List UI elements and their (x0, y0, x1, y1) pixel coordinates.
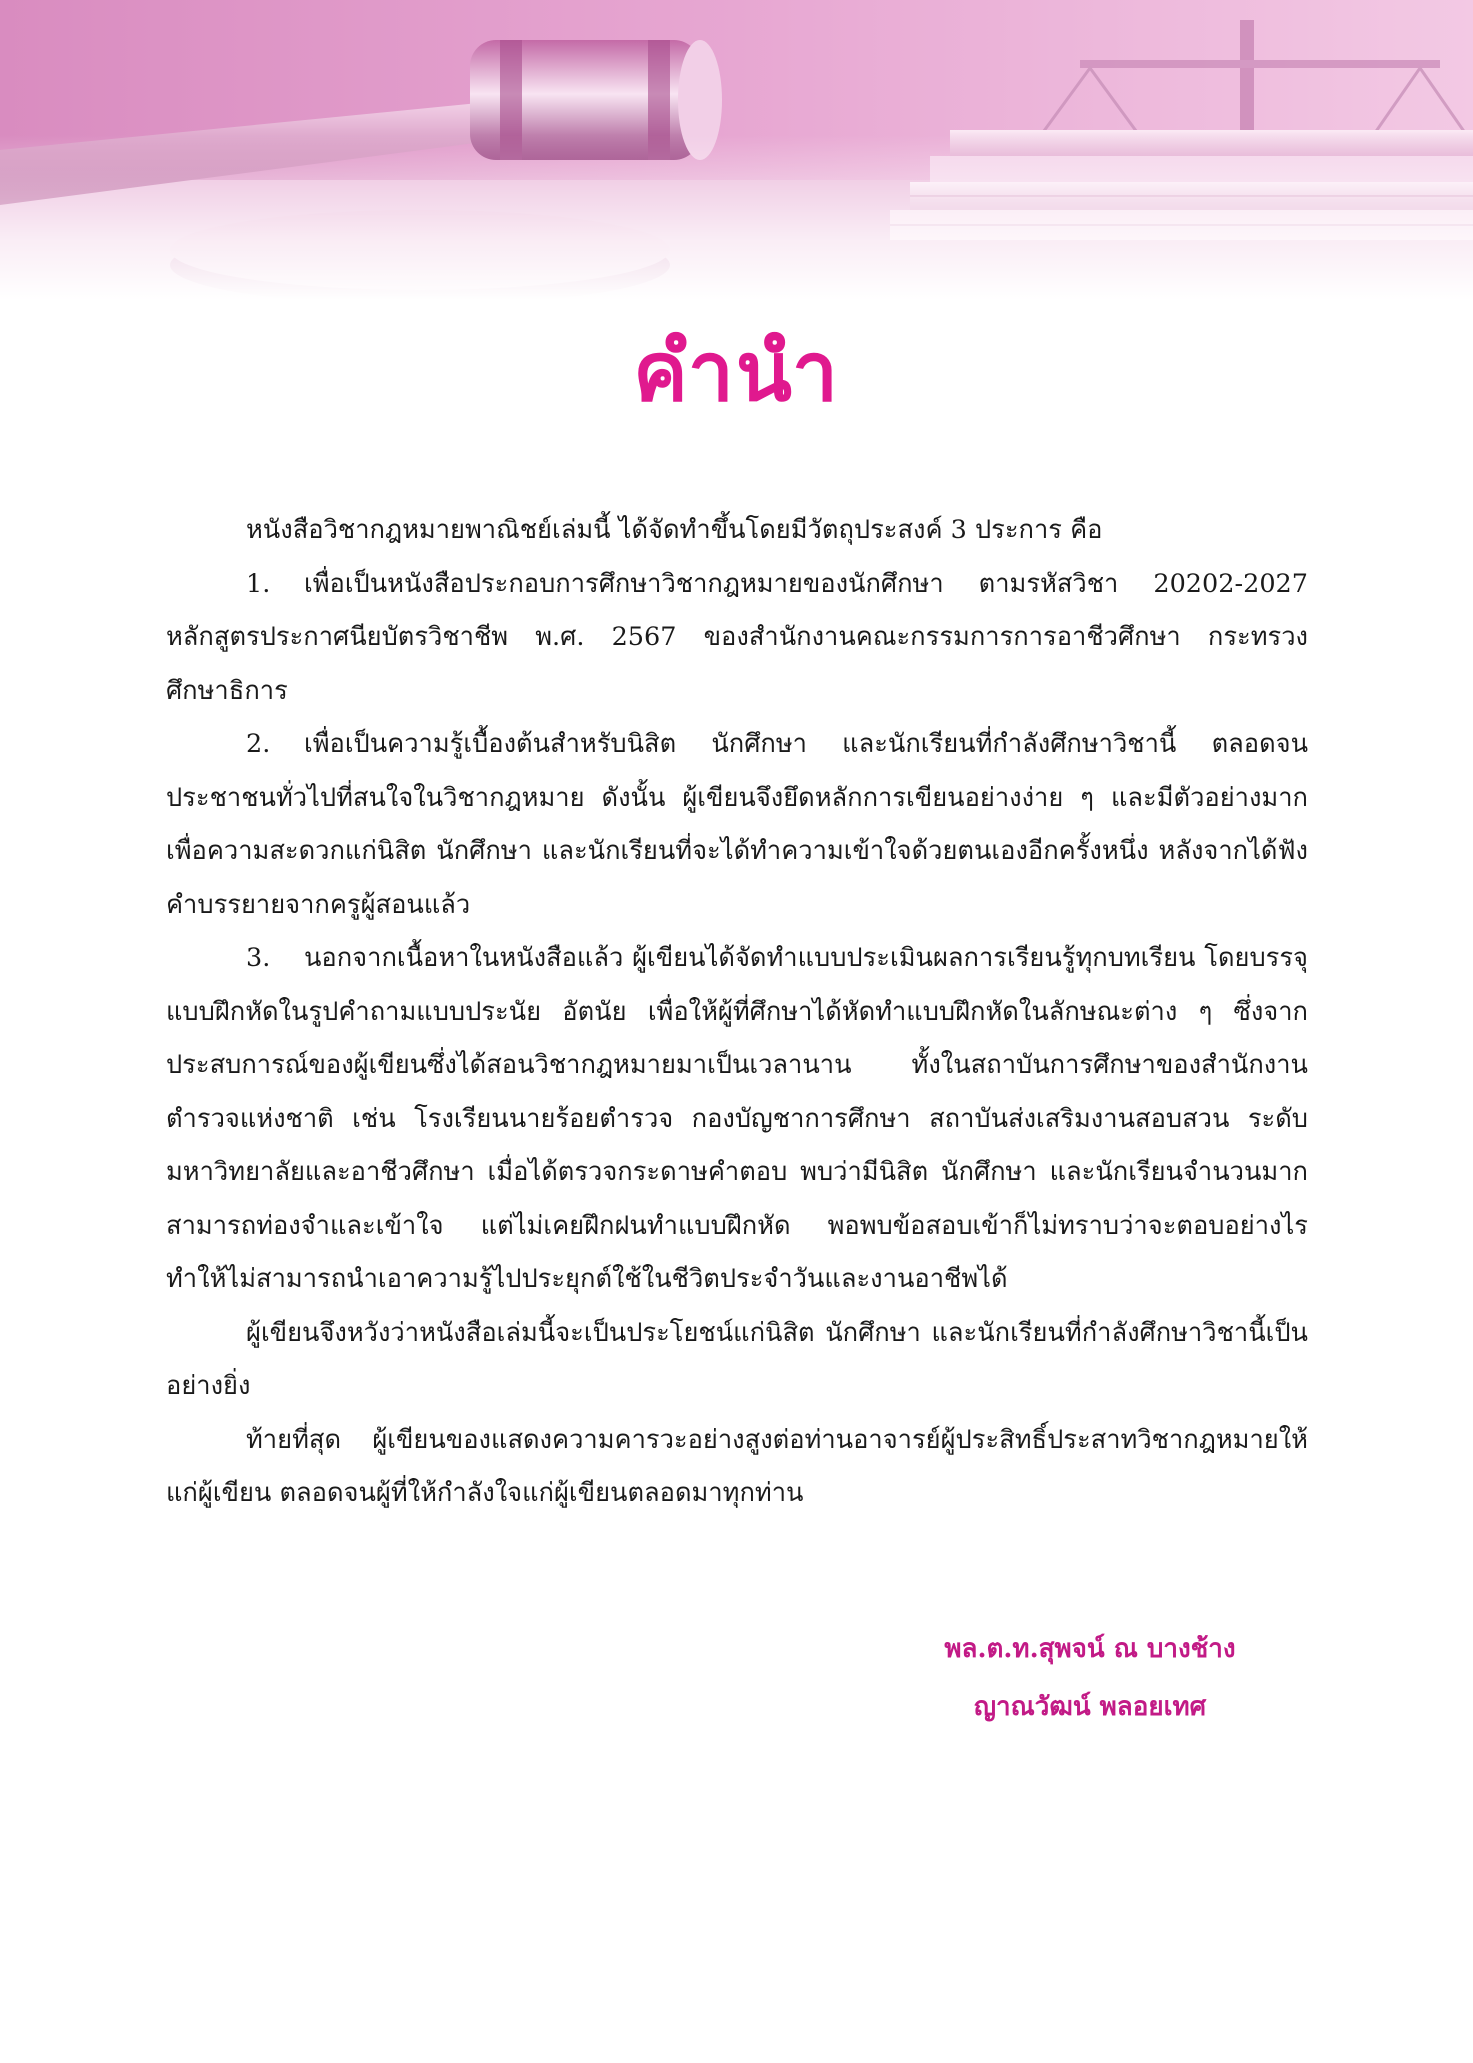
objective-number: 3. (246, 943, 271, 973)
objective-number: 2. (246, 729, 271, 759)
closing-paragraph: ท้ายที่สุด ผู้เขียนของแสดงความคารวะอย่างสูงต่อท่านอาจารย์ผู้ประสิทธิ์ประสาทวิชากฎหมายให้แก่ผู้เขียน ตลอดจนผู้ที่ให้กำลังใจแก่ผู้เขียนตลอดมาทุกท่าน (166, 1424, 1308, 1508)
objective-1 (166, 558, 1308, 719)
author-name-2: ญาณวัฒน์ พลอยเทศ (973, 1692, 1207, 1722)
intro-paragraph: หนังสือวิชากฎหมายพาณิชย์เล่มนี้ ได้จัดทำขึ้นโดยมีวัตถุประสงค์ 3 ประการ คือ (246, 515, 1103, 545)
objective-number: 1. (246, 568, 271, 599)
header-banner (0, 0, 1473, 300)
objective-text: เพื่อเป็นหนังสือประกอบการศึกษาวิชากฎหมายของนักศึกษา ตามรหัสวิชา 20202-2027 หลักสูตรประกาศนียบัตรวิชาชีพ พ.ศ. 2567 ของสำนักงานคณะกรรมการการอาชีวศึกษา กระทรวงศึกษาธิการ (166, 568, 1308, 706)
hope-paragraph: ผู้เขียนจึงหวังว่าหนังสือเล่มนี้จะเป็นประโยชน์แก่นิสิต นักศึกษา และนักเรียนที่กำลังศึกษาวิชานี้เป็นอย่างยิ่ง (166, 1317, 1308, 1401)
author-name-1: พล.ต.ท.สุพจน์ ณ บางช้าง (944, 1634, 1236, 1664)
objective-3 (166, 932, 1308, 1307)
objective-2 (166, 718, 1308, 932)
banner-fade (0, 0, 1473, 300)
objective-text: นอกจากเนื้อหาในหนังสือแล้ว ผู้เขียนได้จัดทำแบบประเมินผลการเรียนรู้ทุกบทเรียน โดยบรรจุแบบฝึกหัดในรูปคำถามแบบประนัย อัตนัย เพื่อให้ผู้ที่ศึกษาได้หัดทำแบบฝึกหัดในลักษณะต่าง ๆ ซึ่งจากประสบการณ์ของผู้เขียนซึ่งได้สอนวิชากฎหมายมาเป็นเวลานาน ทั้งในสถาบันการศึกษาของสำนักงานตำรวจแห่งชาติ เช่น โรงเรียนนายร้อยตำรวจ กองบัญชาการศึกษา สถาบันส่งเสริมงานสอบสวน ระดับมหาวิทยาลัยและอาชีวศึกษา เมื่อได้ตรวจกระดาษคำตอบ พบว่ามีนิสิต นักศึกษา และนักเรียนจำนวนมากสามารถท่องจำและเข้าใจ แต่ไม่เคยฝึกฝนทำแบบฝึกหัด พอพบข้อสอบเข้าก็ไม่ทราบว่าจะตอบอย่างไร ทำให้ไม่สามารถนำเอาความรู้ไปประยุกต์ใช้ในชีวิตประจำวันและงานอาชีพได้ (166, 943, 1308, 1294)
preface-body (166, 504, 1308, 1521)
objective-text: เพื่อเป็นความรู้เบื้องต้นสำหรับนิสิต นักศึกษา และนักเรียนที่กำลังศึกษาวิชานี้ ตลอดจนประชาชนทั่วไปที่สนใจในวิชากฎหมาย ดังนั้น ผู้เขียนจึงยึดหลักการเขียนอย่างง่าย ๆ และมีตัวอย่างมาก เพื่อความสะดวกแก่นิสิต นักศึกษา และนักเรียนที่จะได้ทำความเข้าใจด้วยตนเองอีกครั้งหนึ่ง หลังจากได้ฟังคำบรรยายจากครูผู้สอนแล้ว (166, 729, 1308, 920)
page-title: คำนำ (633, 325, 840, 420)
signature-block (900, 1620, 1280, 1736)
